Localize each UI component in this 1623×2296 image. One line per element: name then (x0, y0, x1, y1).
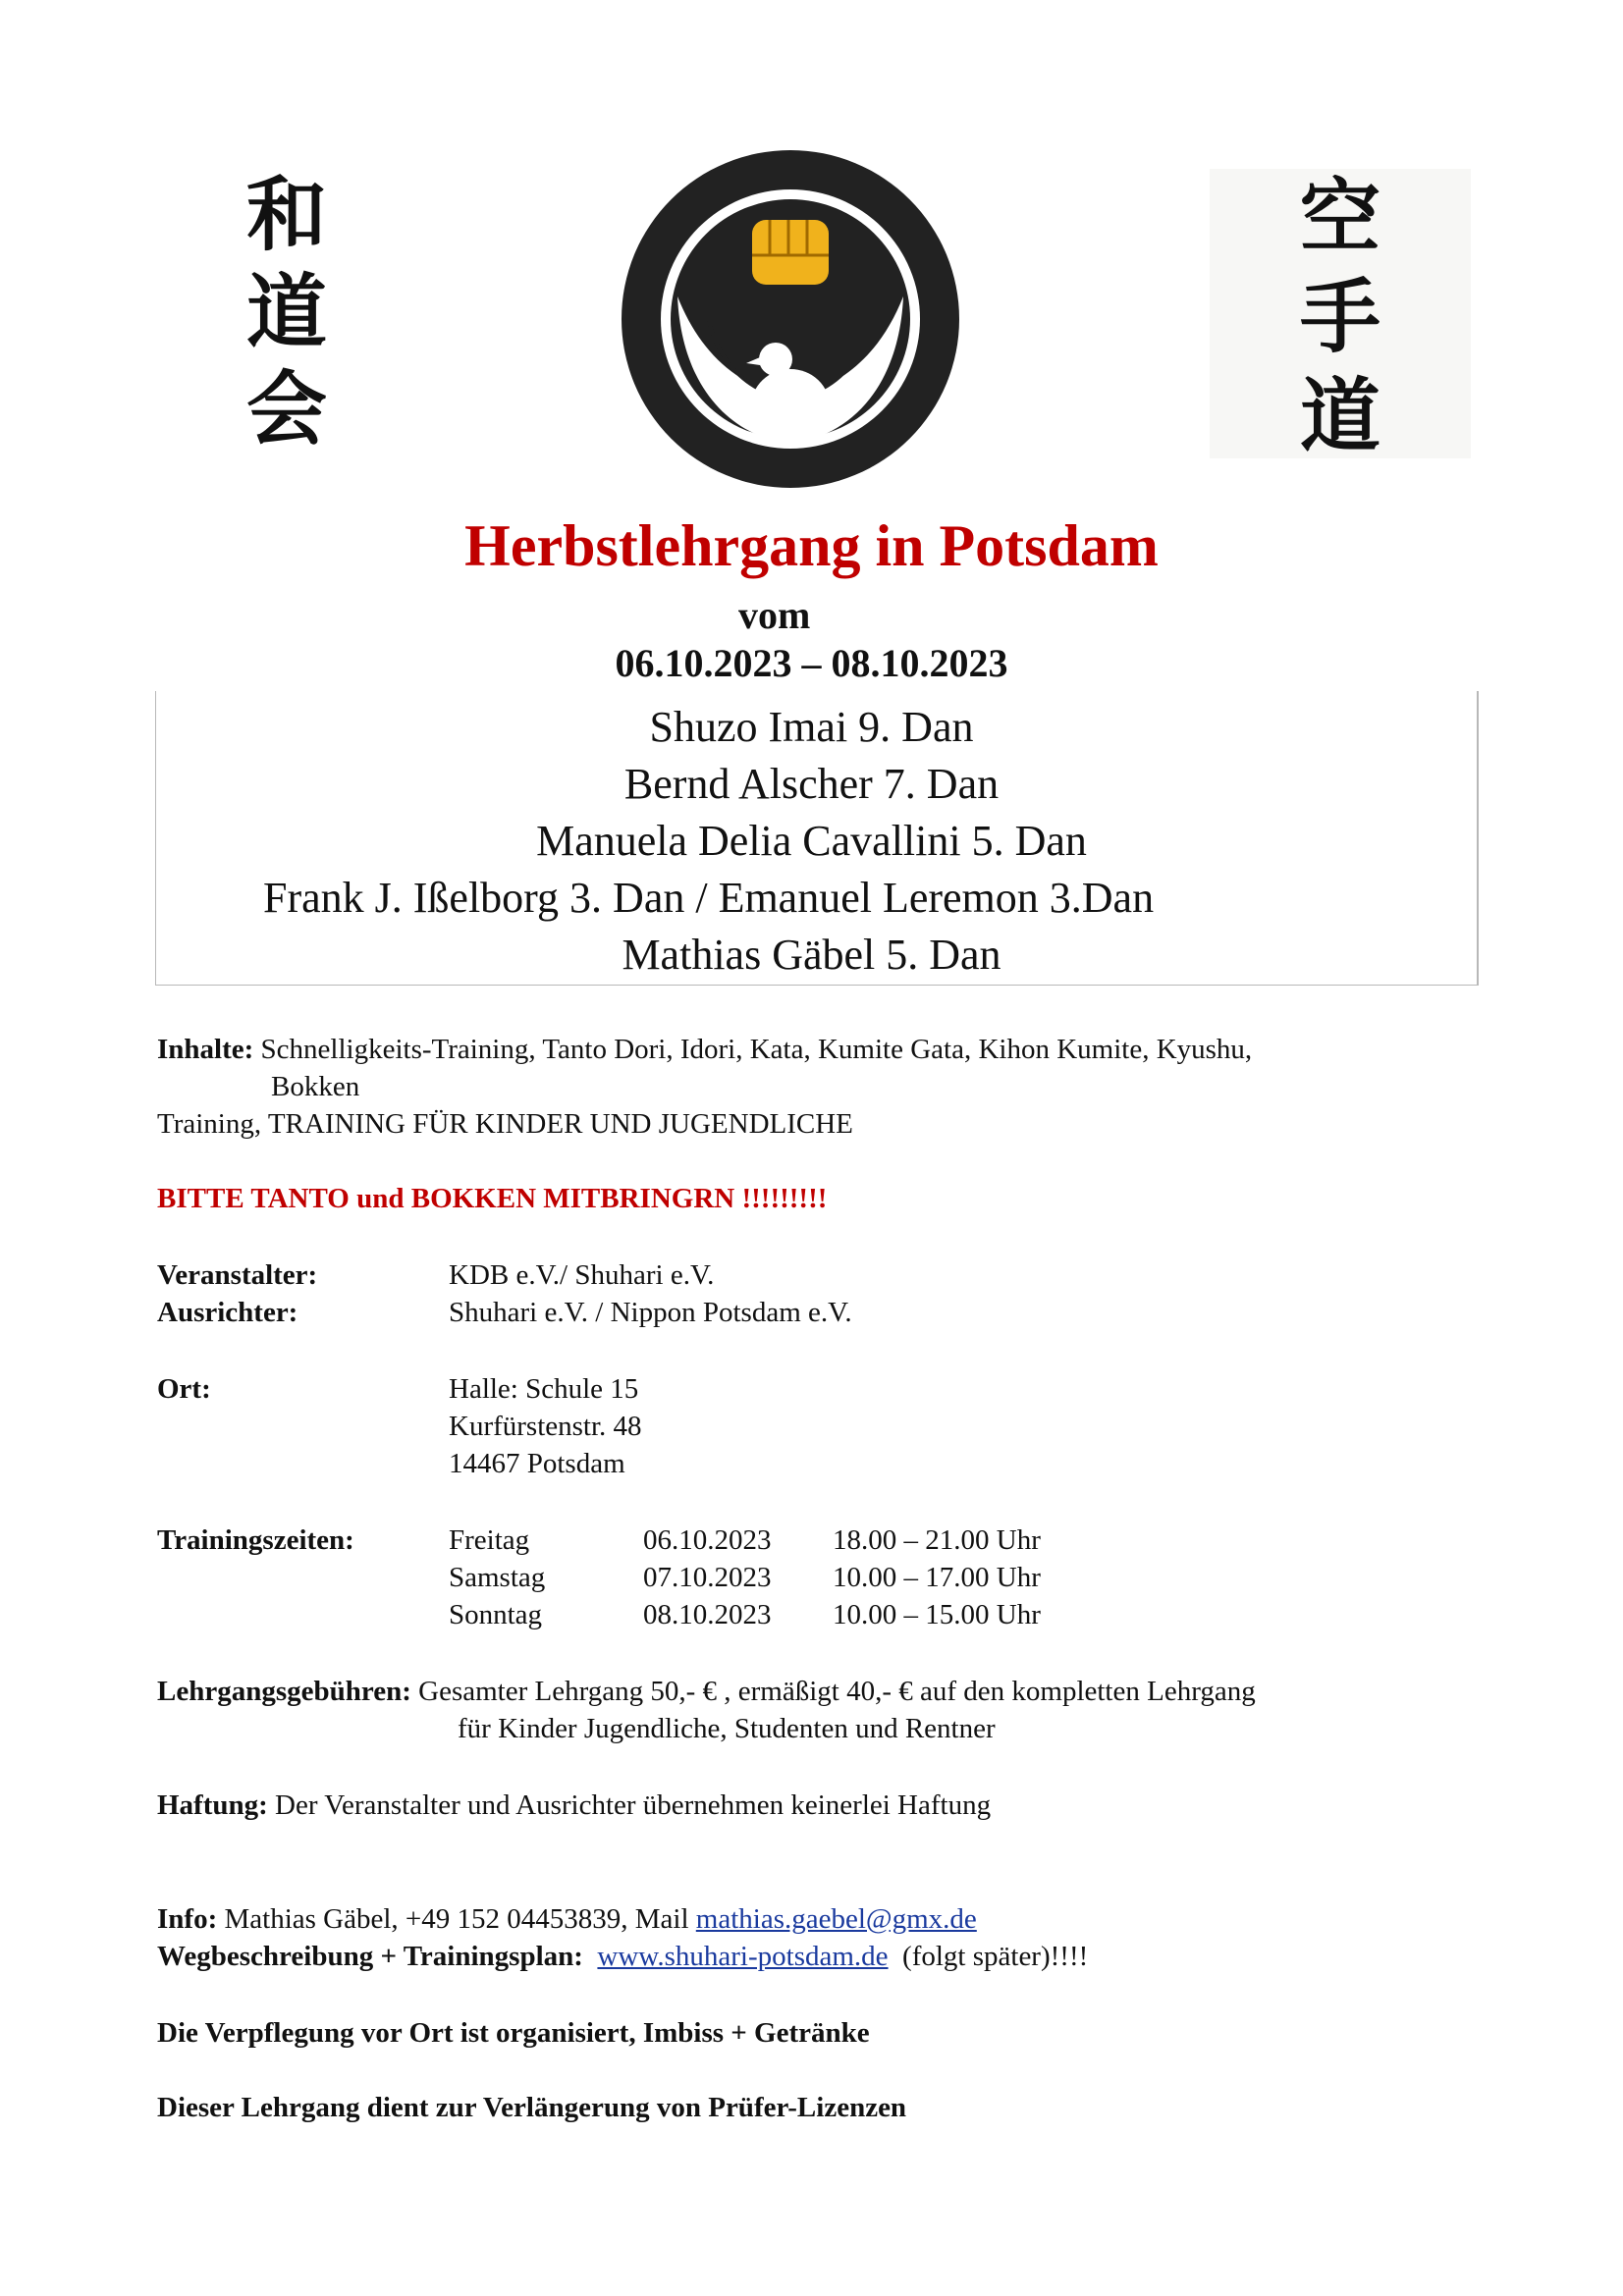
trainingszeiten-label: Trainingszeiten: (157, 1524, 354, 1556)
gebuehren-line1 (157, 1673, 1256, 1710)
wegbeschreibung-line (157, 1938, 1088, 1975)
ort-line: 14467 Potsdam (449, 1448, 625, 1479)
event-dates: 06.10.2023 – 08.10.2023 (615, 641, 1008, 685)
wegbeschreibung-label: Wegbeschreibung + Trainingsplan: (157, 1941, 583, 1972)
schedule-time: 18.00 – 21.00 Uhr (833, 1524, 1041, 1556)
kanji-wa: 和 (245, 168, 327, 262)
emblem-fist (752, 220, 829, 285)
schedule-date: 07.10.2023 (643, 1562, 772, 1593)
schedule-date: 08.10.2023 (643, 1599, 772, 1630)
schedule-time: 10.00 – 15.00 Uhr (833, 1599, 1041, 1630)
wadokai-kanji-logo (218, 168, 355, 456)
inhalte-text: Schnelligkeits-Training, Tanto Dori, Idori, Kata, Kumite Gata, Kihon Kumite, Kyushu, (260, 1034, 1253, 1065)
gebuehren-label: Lehrgangsgebühren: (157, 1676, 411, 1707)
instructor-line: Manuela Delia Cavallini 5. Dan (536, 817, 1087, 865)
ausrichter-value: Shuhari e.V. / Nippon Potsdam e.V. (449, 1297, 852, 1328)
info-label: Info: (157, 1903, 218, 1935)
vom-label: vom (738, 593, 811, 637)
page-title: Herbstlehrgang in Potsdam (464, 513, 1159, 578)
website-link[interactable]: www.shuhari-potsdam.de (597, 1941, 889, 1972)
verpflegung-note: Die Verpflegung vor Ort ist organisiert, Imbiss + Getränke (157, 2017, 870, 2049)
lizenz-note: Dieser Lehrgang dient zur Verlängerung von Prüfer-Lizenzen (157, 2092, 907, 2123)
schedule-day: Samstag (449, 1562, 546, 1593)
gebuehren-text: Gesamter Lehrgang 50,- € , ermäßigt 40,- € auf den kompletten Lehrgang (418, 1676, 1256, 1707)
instructor-line: Mathias Gäbel 5. Dan (622, 931, 1001, 979)
schedule-day: Freitag (449, 1524, 530, 1556)
inhalte-line2: Bokken (271, 1071, 360, 1102)
schedule-date: 06.10.2023 (643, 1524, 772, 1556)
schedule-time: 10.00 – 17.00 Uhr (833, 1562, 1041, 1593)
karatedo-kanji-logo (1276, 170, 1404, 463)
gebuehren-line2: für Kinder Jugendliche, Studenten und Rentner (458, 1713, 996, 1744)
info-line (157, 1900, 977, 1938)
kanji-kara: 空 (1299, 170, 1380, 264)
bring-equipment-notice: BITTE TANTO und BOKKEN MITBRINGRN !!!!!!!!! (157, 1183, 828, 1214)
haftung-line (157, 1787, 991, 1824)
kanji-michi: 道 (1299, 369, 1380, 463)
kanji-do: 道 (245, 265, 327, 359)
kanji-te: 手 (1299, 269, 1380, 364)
instructor-line: Shuzo Imai 9. Dan (649, 703, 974, 751)
veranstalter-label: Veranstalter: (157, 1259, 318, 1291)
haftung-label: Haftung: (157, 1789, 268, 1821)
veranstalter-value: KDB e.V./ Shuhari e.V. (449, 1259, 715, 1291)
kanji-kai: 会 (245, 362, 327, 456)
inhalte-line3: Training, TRAINING FÜR KINDER UND JUGENDLICHE (157, 1108, 853, 1140)
ort-line: Halle: Schule 15 (449, 1373, 639, 1405)
inhalte-line1 (157, 1031, 1252, 1068)
wadokai-emblem-logo (621, 149, 960, 489)
emblem-dove (751, 369, 830, 444)
ausrichter-label: Ausrichter: (157, 1297, 298, 1328)
email-link[interactable]: mathias.gaebel@gmx.de (695, 1903, 977, 1935)
info-text: Mathias Gäbel, +49 152 04453839, Mail (224, 1903, 689, 1935)
ort-line: Kurfürstenstr. 48 (449, 1411, 642, 1442)
ort-label: Ort: (157, 1373, 211, 1405)
inhalte-label: Inhalte: (157, 1034, 254, 1065)
schedule-day: Sonntag (449, 1599, 543, 1630)
instructor-line: Frank J. Ißelborg 3. Dan / Emanuel Leremon 3.Dan (263, 874, 1155, 922)
haftung-text: Der Veranstalter und Ausrichter übernehmen keinerlei Haftung (275, 1789, 992, 1821)
wegbeschreibung-suffix: (folgt später)!!!! (902, 1941, 1089, 1972)
instructor-line: Bernd Alscher 7. Dan (623, 760, 1000, 808)
